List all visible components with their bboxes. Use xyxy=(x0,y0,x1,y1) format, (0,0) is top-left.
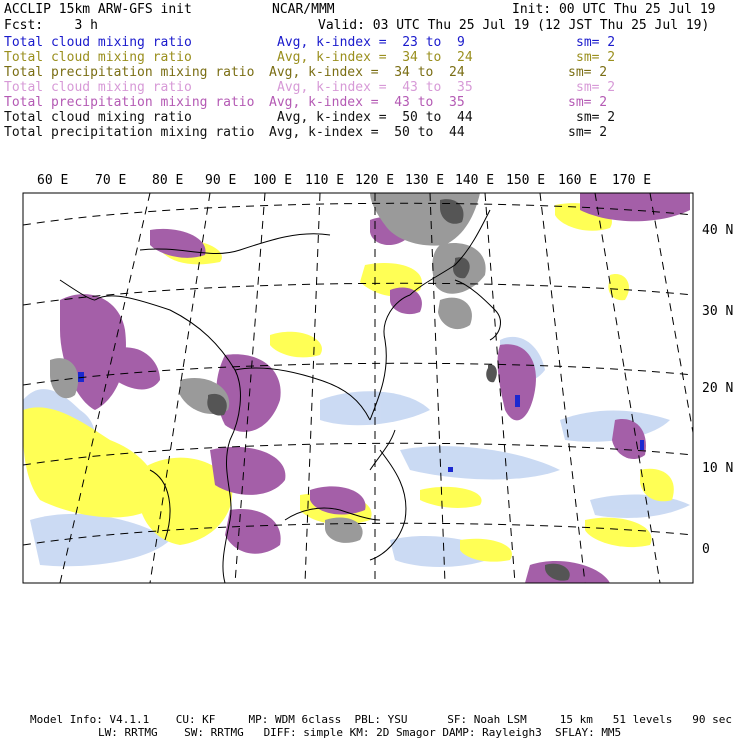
model-info-line1: Model Info: V4.1.1 CU: KF MP: WDM 6class PBL: YSU SF: Noah LSM 15 km 51 levels 90 sec xyxy=(30,713,732,726)
lon-label: 170 E xyxy=(612,173,652,188)
field-2-smoothing: sm= 2 xyxy=(576,50,616,65)
field-4-name: Total cloud mixing ratio xyxy=(4,80,192,95)
field-7-smoothing: sm= 2 xyxy=(568,125,608,140)
lon-label: 60 E xyxy=(37,173,69,188)
field-3-smoothing: sm= 2 xyxy=(568,65,608,80)
lon-label: 110 E xyxy=(305,173,345,188)
field-4-smoothing: sm= 2 xyxy=(576,80,616,95)
init-time: Init: 00 UTC Thu 25 Jul 19 xyxy=(512,2,716,17)
valid-time: Valid: 03 UTC Thu 25 Jul 19 (12 JST Thu 25 Jul 19) xyxy=(318,18,710,33)
field-4-avg: Avg, k-index = 43 to 35 xyxy=(277,80,473,95)
lat-label: 40 N xyxy=(702,223,734,238)
model-info-line2: LW: RRTMG SW: RRTMG DIFF: simple KM: 2D Smagor DAMP: Rayleigh3 SFLAY: MM5 xyxy=(98,726,622,739)
lon-label: 70 E xyxy=(95,173,127,188)
field-6-smoothing: sm= 2 xyxy=(576,110,616,125)
lon-label: 130 E xyxy=(405,173,445,188)
lon-label: 150 E xyxy=(506,173,546,188)
field-5-smoothing: sm= 2 xyxy=(568,95,608,110)
field-2-avg: Avg, k-index = 34 to 24 xyxy=(277,50,473,65)
field-5-name: Total precipitation mixing ratio xyxy=(4,95,255,110)
lat-label: 20 N xyxy=(702,381,734,396)
lon-label: 100 E xyxy=(253,173,293,188)
field-2-name: Total cloud mixing ratio xyxy=(4,50,192,65)
lon-label: 160 E xyxy=(558,173,598,188)
field-5-avg: Avg, k-index = 43 to 35 xyxy=(269,95,465,110)
field-1-avg: Avg, k-index = 23 to 9 xyxy=(277,35,465,50)
lat-label: 30 N xyxy=(702,304,734,319)
field-3-name: Total precipitation mixing ratio xyxy=(4,65,255,80)
field-1-smoothing: sm= 2 xyxy=(576,35,616,50)
field-1-name: Total cloud mixing ratio xyxy=(4,35,192,50)
organization-label: NCAR/MMM xyxy=(272,2,335,17)
forecast-hour: Fcst: 3 h xyxy=(4,18,98,33)
field-6-avg: Avg, k-index = 50 to 44 xyxy=(277,110,473,125)
field-7-name: Total precipitation mixing ratio xyxy=(4,125,255,140)
lat-label: 10 N xyxy=(702,461,734,476)
longitude-labels xyxy=(37,173,651,188)
lat-label: 0 xyxy=(702,542,710,557)
lon-label: 80 E xyxy=(152,173,184,188)
lon-label: 140 E xyxy=(455,173,495,188)
lon-label: 120 E xyxy=(355,173,395,188)
plot-title: ACCLIP 15km ARW-GFS init xyxy=(4,2,192,17)
field-3-avg: Avg, k-index = 34 to 24 xyxy=(269,65,465,80)
field-6-name: Total cloud mixing ratio xyxy=(4,110,192,125)
field-7-avg: Avg, k-index = 50 to 44 xyxy=(269,125,465,140)
lon-label: 90 E xyxy=(205,173,237,188)
latitude-labels xyxy=(702,223,733,557)
